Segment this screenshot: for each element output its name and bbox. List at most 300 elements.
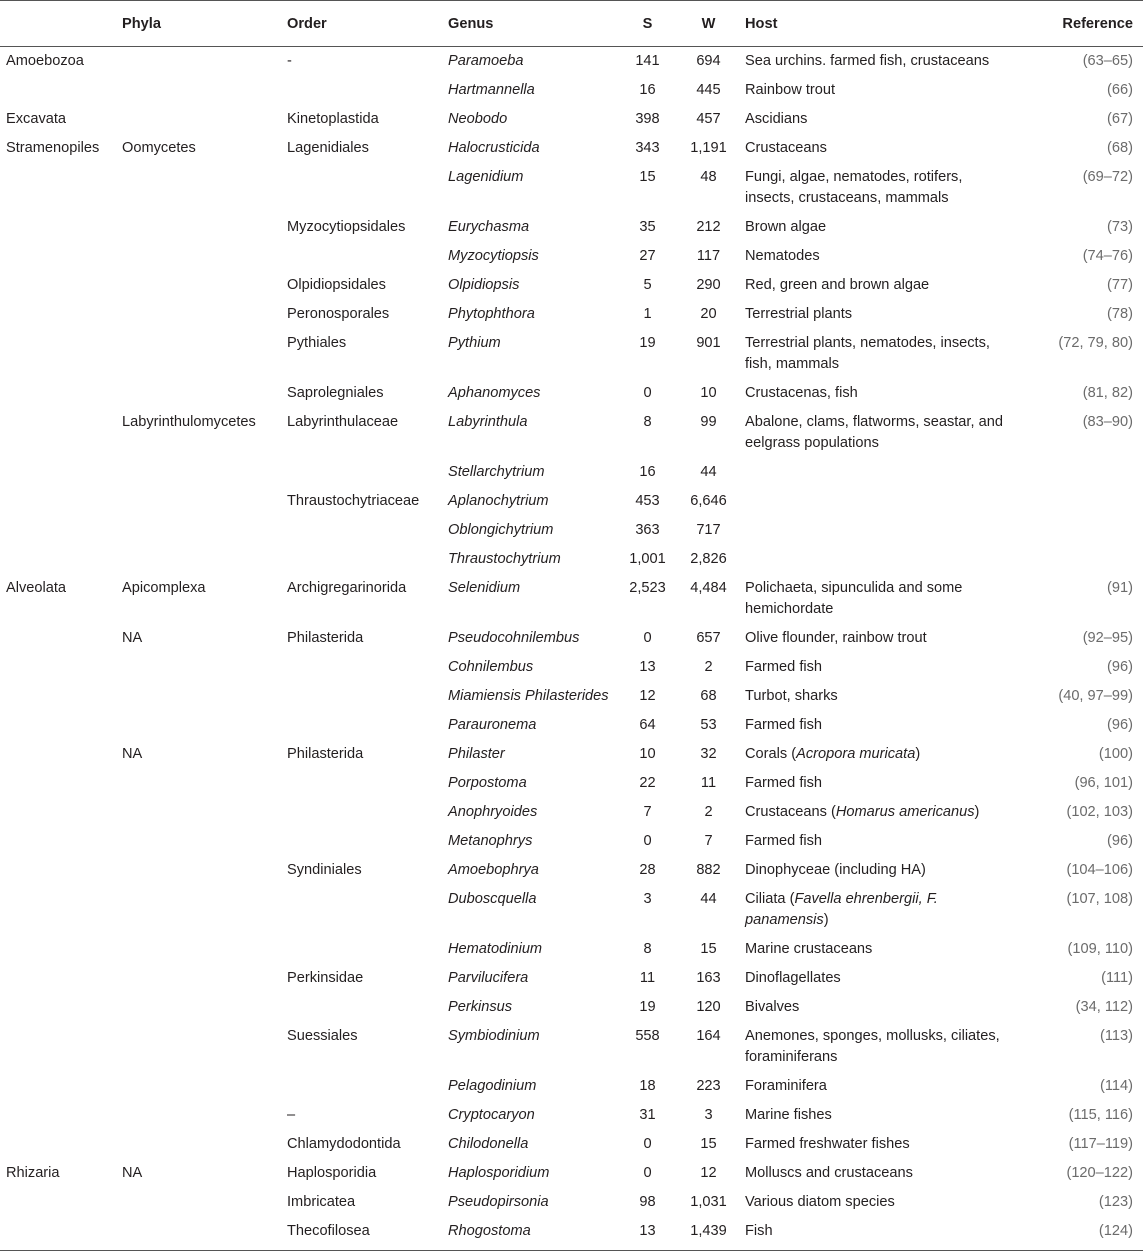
cell-order bbox=[281, 798, 442, 827]
table-row bbox=[0, 487, 1143, 516]
cell-reference: (69–72) bbox=[1082, 169, 1133, 185]
cell-w: 6,646 bbox=[690, 493, 727, 509]
cell-host bbox=[739, 458, 1020, 487]
cell-order bbox=[281, 76, 442, 105]
cell-phyla bbox=[116, 993, 281, 1022]
cell-s: 8 bbox=[643, 414, 652, 430]
cell-group bbox=[0, 653, 116, 682]
cell-phyla bbox=[116, 163, 281, 213]
cell-reference: (124) bbox=[1020, 1217, 1143, 1251]
cell-w: 53 bbox=[700, 717, 717, 733]
cell-s: 0 bbox=[643, 833, 652, 849]
table-row bbox=[0, 1159, 1143, 1188]
cell-genus: Paramoeba bbox=[448, 53, 524, 69]
cell-host: Molluscs and crustaceans bbox=[745, 1165, 913, 1181]
cell-reference: (68) bbox=[1107, 140, 1133, 156]
cell-order: Suessiales bbox=[287, 1028, 358, 1044]
cell-w: 120 bbox=[696, 999, 721, 1015]
table-row bbox=[0, 682, 1143, 711]
cell-phyla bbox=[116, 856, 281, 885]
cell-s: 16 bbox=[639, 464, 656, 480]
table-row bbox=[0, 1130, 1143, 1159]
cell-group bbox=[0, 740, 116, 769]
cell-s: 28 bbox=[639, 862, 656, 878]
cell-reference: (73) bbox=[1107, 219, 1133, 235]
cell-genus: Stellarchytrium bbox=[448, 464, 545, 480]
table-row bbox=[0, 213, 1143, 242]
table-row bbox=[0, 653, 1143, 682]
cell-s: 343 bbox=[635, 140, 660, 156]
cell-phyla bbox=[116, 1072, 281, 1101]
cell-s: 8 bbox=[643, 941, 652, 957]
cell-reference: (63–65) bbox=[1082, 53, 1133, 69]
cell-phyla bbox=[116, 711, 281, 740]
cell-genus: Haplosporidium bbox=[448, 1165, 550, 1181]
header-genus: Genus bbox=[442, 1, 617, 47]
cell-w: 44 bbox=[700, 464, 717, 480]
cell-reference: (66) bbox=[1107, 82, 1133, 98]
cell-s: 64 bbox=[639, 717, 656, 733]
cell-host: Polichaeta, sipunculida and some hemichordate bbox=[745, 580, 963, 617]
cell-group bbox=[0, 76, 116, 105]
cell-reference: (96) bbox=[1107, 833, 1133, 849]
cell-group bbox=[0, 1022, 116, 1072]
cell-group bbox=[0, 993, 116, 1022]
table-row bbox=[0, 1217, 1143, 1251]
table-row bbox=[0, 242, 1143, 271]
cell-host: Brown algae bbox=[745, 219, 827, 235]
cell-phyla bbox=[116, 653, 281, 682]
cell-order: Myzocytiopsidales bbox=[287, 219, 406, 235]
cell-s: 453 bbox=[635, 493, 660, 509]
cell-host: Dinoflagellates bbox=[745, 970, 841, 986]
table-row bbox=[0, 1022, 1143, 1072]
cell-group: Stramenopiles bbox=[6, 140, 100, 156]
cell-group bbox=[0, 1072, 116, 1101]
cell-w: 117 bbox=[696, 248, 721, 264]
cell-group bbox=[0, 769, 116, 798]
cell-w: 164 bbox=[696, 1028, 721, 1044]
cell-phyla bbox=[116, 105, 281, 134]
cell-s: 13 bbox=[639, 659, 656, 675]
cell-order: Archigregarinorida bbox=[287, 580, 407, 596]
cell-genus: Pelagodinium bbox=[448, 1078, 537, 1094]
header-order: Order bbox=[281, 1, 442, 47]
cell-s: 10 bbox=[639, 746, 656, 762]
cell-w: 7 bbox=[704, 833, 713, 849]
cell-group bbox=[0, 408, 116, 458]
cell-w: 1,191 bbox=[690, 140, 727, 156]
cell-s: 18 bbox=[639, 1078, 656, 1094]
cell-reference: (96) bbox=[1107, 659, 1133, 675]
cell-w: 212 bbox=[696, 219, 721, 235]
cell-reference: (83–90) bbox=[1082, 414, 1133, 430]
cell-reference: (120–122) bbox=[1066, 1165, 1133, 1181]
table-row bbox=[0, 1072, 1143, 1101]
cell-s: 0 bbox=[643, 630, 652, 646]
cell-order: Perkinsidae bbox=[287, 970, 364, 986]
cell-genus: Phytophthora bbox=[448, 306, 535, 322]
cell-group bbox=[0, 798, 116, 827]
cell-genus: Aphanomyces bbox=[448, 385, 541, 401]
cell-host bbox=[739, 798, 1020, 827]
header-group bbox=[0, 1, 116, 47]
cell-s: 19 bbox=[639, 999, 656, 1015]
cell-phyla bbox=[116, 1188, 281, 1217]
cell-s: 0 bbox=[643, 1136, 652, 1152]
cell-s: 1 bbox=[643, 306, 652, 322]
cell-group bbox=[0, 487, 116, 516]
cell-w: 1,439 bbox=[678, 1217, 739, 1251]
cell-w: 3 bbox=[704, 1107, 713, 1123]
cell-genus: Oblongichytrium bbox=[448, 522, 554, 538]
cell-order: Olpidiopsidales bbox=[287, 277, 386, 293]
cell-phyla bbox=[116, 300, 281, 329]
cell-phyla bbox=[116, 1217, 281, 1251]
header-w: W bbox=[678, 1, 739, 47]
cell-order: Saprolegniales bbox=[287, 385, 384, 401]
cell-reference: (91) bbox=[1107, 580, 1133, 596]
cell-s: 13 bbox=[617, 1217, 678, 1251]
cell-w: 2 bbox=[704, 804, 713, 820]
cell-s: 7 bbox=[643, 804, 652, 820]
cell-genus: Pseudopirsonia bbox=[448, 1194, 549, 1210]
cell-s: 16 bbox=[639, 82, 656, 98]
cell-phyla bbox=[116, 242, 281, 271]
cell-host: Marine fishes bbox=[745, 1107, 832, 1123]
cell-w: 20 bbox=[700, 306, 717, 322]
cell-phyla bbox=[116, 1022, 281, 1072]
cell-host: Fungi, algae, nematodes, rotifers, insects, crustaceans, mammals bbox=[745, 169, 963, 206]
host-species-italic: Homarus americanus bbox=[835, 804, 975, 820]
cell-w: 99 bbox=[700, 414, 717, 430]
cell-w: 290 bbox=[696, 277, 721, 293]
cell-group bbox=[0, 1188, 116, 1217]
cell-s: 363 bbox=[635, 522, 660, 538]
table-header bbox=[0, 1, 1143, 47]
cell-group bbox=[0, 1101, 116, 1130]
cell-phyla bbox=[116, 516, 281, 545]
cell-phyla bbox=[116, 1101, 281, 1130]
cell-phyla bbox=[116, 885, 281, 935]
cell-host: Bivalves bbox=[745, 999, 800, 1015]
cell-reference: (67) bbox=[1107, 111, 1133, 127]
cell-w: 717 bbox=[696, 522, 721, 538]
cell-order bbox=[281, 885, 442, 935]
table-row bbox=[0, 574, 1143, 624]
header-host: Host bbox=[739, 1, 1020, 47]
cell-reference: (114) bbox=[1100, 1078, 1133, 1094]
cell-genus: Neobodo bbox=[448, 111, 508, 127]
cell-w: 882 bbox=[696, 862, 721, 878]
cell-order: Syndiniales bbox=[287, 862, 362, 878]
cell-order: Chlamydodontida bbox=[287, 1136, 401, 1152]
cell-w: 11 bbox=[700, 775, 717, 791]
table-row bbox=[0, 740, 1143, 769]
cell-group bbox=[0, 964, 116, 993]
host-text-pre: Ciliata ( bbox=[745, 891, 795, 907]
cell-w: 223 bbox=[696, 1078, 721, 1094]
cell-reference: (104–106) bbox=[1066, 862, 1133, 878]
cell-group: Alveolata bbox=[6, 580, 67, 596]
cell-genus: Selenidium bbox=[448, 580, 521, 596]
table-row bbox=[0, 624, 1143, 653]
cell-phyla bbox=[116, 769, 281, 798]
cell-reference bbox=[1020, 487, 1143, 516]
cell-genus: Philaster bbox=[448, 746, 505, 762]
cell-order bbox=[281, 827, 442, 856]
cell-host: Crustacenas, fish bbox=[745, 385, 858, 401]
cell-group bbox=[0, 242, 116, 271]
table-row bbox=[0, 47, 1143, 77]
header-s: S bbox=[617, 1, 678, 47]
cell-group bbox=[0, 1130, 116, 1159]
cell-group bbox=[0, 329, 116, 379]
cell-order bbox=[281, 769, 442, 798]
cell-w: 2,826 bbox=[690, 551, 727, 567]
table-row bbox=[0, 1101, 1143, 1130]
table-row bbox=[0, 458, 1143, 487]
cell-group bbox=[0, 213, 116, 242]
header-phyla: Phyla bbox=[116, 1, 281, 47]
cell-genus: Metanophrys bbox=[448, 833, 533, 849]
cell-reference: (40, 97–99) bbox=[1058, 688, 1133, 704]
cell-order: Kinetoplastida bbox=[287, 111, 379, 127]
cell-host: Terrestrial plants bbox=[745, 306, 853, 322]
table-row bbox=[0, 163, 1143, 213]
cell-w: 445 bbox=[696, 82, 721, 98]
cell-order bbox=[281, 458, 442, 487]
cell-genus: Pythium bbox=[448, 335, 501, 351]
cell-phyla bbox=[116, 545, 281, 574]
cell-genus: Hematodinium bbox=[448, 941, 543, 957]
cell-phyla bbox=[116, 798, 281, 827]
cell-host: Turbot, sharks bbox=[745, 688, 838, 704]
cell-order: Philasterida bbox=[287, 746, 364, 762]
cell-w: 44 bbox=[700, 891, 717, 907]
cell-phyla bbox=[116, 271, 281, 300]
table-row bbox=[0, 408, 1143, 458]
cell-group bbox=[0, 458, 116, 487]
cell-genus: Myzocytiopsis bbox=[448, 248, 539, 264]
cell-host: Ascidians bbox=[745, 111, 808, 127]
cell-s: 19 bbox=[639, 335, 656, 351]
cell-group: Excavata bbox=[6, 111, 67, 127]
cell-host: Anemones, sponges, mollusks, ciliates, foraminiferans bbox=[745, 1028, 1000, 1065]
cell-reference: (96, 101) bbox=[1074, 775, 1133, 791]
cell-s: 35 bbox=[639, 219, 656, 235]
cell-s: 31 bbox=[639, 1107, 656, 1123]
cell-genus: Parauronema bbox=[448, 717, 537, 733]
cell-host: Farmed fish bbox=[745, 833, 823, 849]
cell-group bbox=[0, 271, 116, 300]
cell-w: 163 bbox=[696, 970, 721, 986]
cell-phyla: Oomycetes bbox=[122, 140, 196, 156]
cell-genus: Labyrinthula bbox=[448, 414, 528, 430]
host-text-post: ) bbox=[974, 804, 980, 820]
cell-w: 48 bbox=[700, 169, 717, 185]
cell-genus: Cohnilembus bbox=[448, 659, 534, 675]
cell-host bbox=[739, 487, 1020, 516]
cell-s: 558 bbox=[635, 1028, 660, 1044]
table-row bbox=[0, 76, 1143, 105]
cell-s: 2,523 bbox=[629, 580, 666, 596]
cell-phyla bbox=[116, 213, 281, 242]
table-row bbox=[0, 1188, 1143, 1217]
cell-w: 68 bbox=[700, 688, 717, 704]
cell-phyla bbox=[116, 458, 281, 487]
cell-host: Red, green and brown algae bbox=[745, 277, 930, 293]
cell-order: Peronosporales bbox=[287, 306, 390, 322]
cell-genus: Parvilucifera bbox=[448, 970, 529, 986]
cell-genus: Halocrusticida bbox=[448, 140, 540, 156]
cell-group bbox=[0, 827, 116, 856]
cell-host: Crustaceans bbox=[745, 140, 827, 156]
cell-reference: (78) bbox=[1107, 306, 1133, 322]
cell-order bbox=[281, 653, 442, 682]
header-row bbox=[0, 1, 1143, 47]
table-row bbox=[0, 134, 1143, 163]
cell-genus: Aplanochytrium bbox=[448, 493, 549, 509]
cell-host: Fish bbox=[739, 1217, 1020, 1251]
host-species-italic: Favella ehrenbergii, F. panamensis bbox=[745, 891, 938, 928]
cell-phyla bbox=[116, 487, 281, 516]
cell-phyla: Labyrinthulomycetes bbox=[122, 414, 256, 430]
cell-reference: (72, 79, 80) bbox=[1058, 335, 1133, 351]
cell-reference: (113) bbox=[1100, 1028, 1133, 1044]
cell-host: Farmed fish bbox=[745, 659, 823, 675]
table-row bbox=[0, 935, 1143, 964]
table-row bbox=[0, 105, 1143, 134]
cell-order bbox=[281, 163, 442, 213]
cell-host bbox=[739, 885, 1020, 935]
cell-genus: Cryptocaryon bbox=[448, 1107, 535, 1123]
cell-genus: Chilodonella bbox=[448, 1136, 529, 1152]
cell-w: 694 bbox=[696, 53, 721, 69]
host-text-post: ) bbox=[915, 746, 921, 762]
table-row bbox=[0, 271, 1143, 300]
cell-group bbox=[0, 711, 116, 740]
cell-s: 15 bbox=[639, 169, 656, 185]
cell-reference: (100) bbox=[1098, 746, 1133, 762]
cell-phyla: NA bbox=[122, 630, 143, 646]
cell-s: 141 bbox=[635, 53, 660, 69]
host-text-post: ) bbox=[823, 912, 829, 928]
cell-reference: (92–95) bbox=[1082, 630, 1133, 646]
cell-host: Farmed fish bbox=[745, 717, 823, 733]
table-row bbox=[0, 329, 1143, 379]
cell-w: 4,484 bbox=[690, 580, 727, 596]
cell-order: – bbox=[287, 1107, 296, 1123]
cell-genus: Miamiensis Philasterides bbox=[448, 688, 609, 704]
cell-host bbox=[739, 740, 1020, 769]
table-row bbox=[0, 769, 1143, 798]
cell-reference: (96) bbox=[1107, 717, 1133, 733]
cell-phyla bbox=[116, 964, 281, 993]
cell-order: Thecofilosea bbox=[281, 1217, 442, 1251]
cell-reference: (111) bbox=[1101, 970, 1133, 986]
cell-order: Thraustochytriaceae bbox=[287, 493, 420, 509]
cell-reference bbox=[1020, 458, 1143, 487]
host-species-italic: Acropora muricata bbox=[796, 746, 916, 762]
cell-genus: Duboscquella bbox=[448, 891, 537, 907]
cell-reference: (102, 103) bbox=[1066, 804, 1133, 820]
cell-group bbox=[0, 682, 116, 711]
cell-reference: (77) bbox=[1107, 277, 1133, 293]
cell-reference: (74–76) bbox=[1082, 248, 1133, 264]
cell-reference: (34, 112) bbox=[1075, 999, 1133, 1015]
cell-genus: Anophryoides bbox=[448, 804, 538, 820]
cell-phyla bbox=[116, 827, 281, 856]
cell-group bbox=[0, 516, 116, 545]
cell-genus: Porpostoma bbox=[448, 775, 527, 791]
cell-w: 10 bbox=[700, 385, 717, 401]
cell-reference bbox=[1020, 545, 1143, 574]
cell-group bbox=[0, 163, 116, 213]
table-body bbox=[0, 47, 1143, 1251]
cell-w: 1,031 bbox=[690, 1194, 727, 1210]
cell-s: 11 bbox=[639, 970, 656, 986]
cell-host: Terrestrial plants, nematodes, insects, fish, mammals bbox=[745, 335, 990, 372]
host-text-pre: Crustaceans ( bbox=[745, 804, 836, 820]
cell-order bbox=[281, 516, 442, 545]
cell-genus: Olpidiopsis bbox=[448, 277, 520, 293]
cell-s: 0 bbox=[643, 385, 652, 401]
header-reference: Reference bbox=[1020, 1, 1143, 47]
table-row bbox=[0, 711, 1143, 740]
cell-s: 12 bbox=[639, 688, 656, 704]
cell-host: Farmed freshwater fishes bbox=[745, 1136, 910, 1152]
cell-order: Labyrinthulaceae bbox=[287, 414, 399, 430]
cell-host bbox=[739, 545, 1020, 574]
cell-phyla bbox=[116, 47, 281, 77]
cell-group: Amoebozoa bbox=[6, 53, 84, 69]
cell-order bbox=[281, 993, 442, 1022]
cell-order: Haplosporidia bbox=[287, 1165, 377, 1181]
cell-phyla bbox=[116, 76, 281, 105]
cell-host: Rainbow trout bbox=[745, 82, 836, 98]
cell-order: Imbricatea bbox=[287, 1194, 356, 1210]
cell-genus: Pseudocohnilembus bbox=[448, 630, 580, 646]
cell-s: 398 bbox=[635, 111, 660, 127]
cell-host: Foraminifera bbox=[745, 1078, 827, 1094]
cell-genus: Symbiodinium bbox=[448, 1028, 540, 1044]
cell-group bbox=[0, 1217, 116, 1251]
cell-host: Sea urchins. farmed fish, crustaceans bbox=[745, 53, 990, 69]
cell-w: 901 bbox=[696, 335, 721, 351]
cell-host: Abalone, clams, flatworms, seastar, and eelgrass populations bbox=[745, 414, 1003, 451]
cell-host: Marine crustaceans bbox=[745, 941, 873, 957]
cell-w: 657 bbox=[696, 630, 721, 646]
cell-reference: (115, 116) bbox=[1068, 1107, 1133, 1123]
cell-group bbox=[0, 885, 116, 935]
cell-s: 27 bbox=[639, 248, 656, 264]
cell-phyla: Apicomplexa bbox=[122, 580, 206, 596]
cell-order bbox=[281, 711, 442, 740]
table-row bbox=[0, 964, 1143, 993]
table-row bbox=[0, 885, 1143, 935]
cell-host: Various diatom species bbox=[745, 1194, 895, 1210]
cell-order bbox=[281, 935, 442, 964]
cell-host: Olive flounder, rainbow trout bbox=[745, 630, 927, 646]
cell-reference bbox=[1020, 516, 1143, 545]
cell-s: 98 bbox=[639, 1194, 656, 1210]
cell-group bbox=[0, 300, 116, 329]
table-row bbox=[0, 379, 1143, 408]
cell-order: Pythiales bbox=[287, 335, 347, 351]
cell-w: 15 bbox=[700, 1136, 717, 1152]
cell-w: 457 bbox=[696, 111, 721, 127]
